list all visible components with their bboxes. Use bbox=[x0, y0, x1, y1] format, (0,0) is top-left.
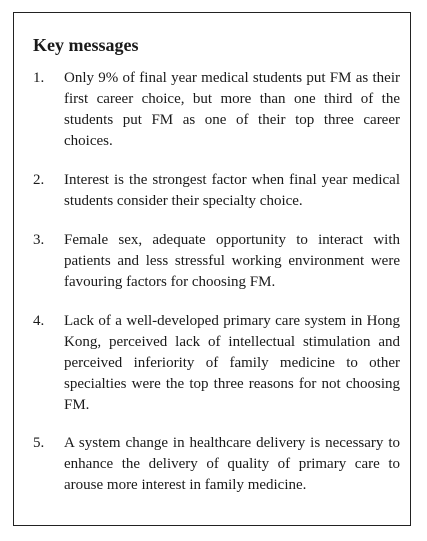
item-number: 1. bbox=[33, 70, 45, 86]
item-text: Lack of a well-developed primary care system in Hong Kong, perceived lack of intellectual stimulation and perceived inferiority of family medicine to other specialties were the top three reasons for not choosing FM. bbox=[64, 313, 400, 413]
key-messages-box bbox=[13, 12, 411, 526]
item-number: 3. bbox=[33, 232, 45, 248]
item-text: Interest is the strongest factor when final year medical students consider their specialty choice. bbox=[64, 172, 400, 209]
item-number: 4. bbox=[33, 313, 45, 329]
box-title: Key messages bbox=[33, 35, 139, 55]
item-number: 5. bbox=[33, 435, 45, 451]
item-number: 2. bbox=[33, 172, 45, 188]
item-text: Only 9% of final year medical students put FM as their first career choice, but more than one third of the students put FM as one of their top three career choices. bbox=[64, 70, 400, 149]
item-text: A system change in healthcare delivery is necessary to enhance the delivery of quality of primary care to arouse more interest in family medicine. bbox=[64, 435, 400, 493]
item-text: Female sex, adequate opportunity to interact with patients and less stressful working environment were favouring factors for choosing FM. bbox=[64, 232, 400, 290]
